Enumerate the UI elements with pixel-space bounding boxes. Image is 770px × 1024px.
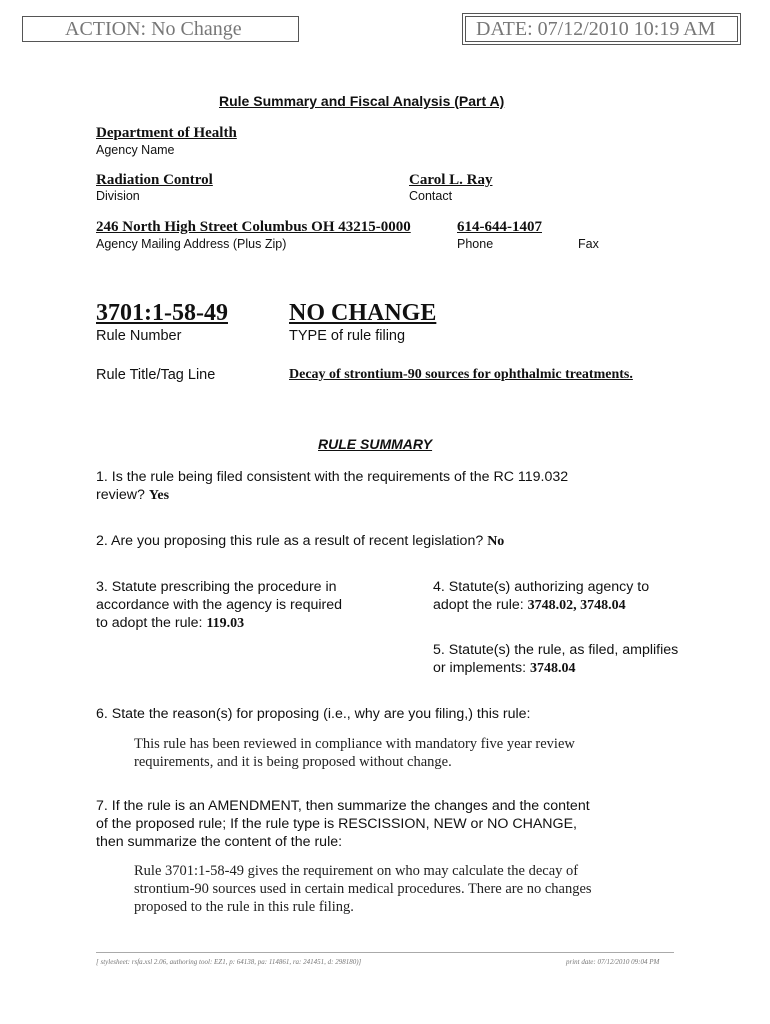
division-value: Radiation Control — [96, 172, 213, 188]
date-text: DATE: 07/12/2010 10:19 AM — [476, 18, 716, 40]
question-5 — [433, 641, 733, 678]
question-3-line1: 3. Statute prescribing the procedure in — [96, 579, 337, 595]
question-5-line2: or implements: — [433, 660, 527, 676]
filing-type-label: TYPE of rule filing — [289, 328, 406, 344]
phone-label: Phone — [457, 237, 494, 251]
rule-title-label: Rule Title/Tag Line — [96, 367, 216, 383]
phone-value: 614-644-1407 — [457, 219, 542, 235]
question-4-answer: 3748.02, 3748.04 — [527, 598, 626, 613]
question-6-answer-line2: requirements, and it is being proposed without change. — [134, 754, 452, 770]
address-label: Agency Mailing Address (Plus Zip) — [96, 237, 287, 251]
question-7-answer-line3: proposed to the rule in this rule filing. — [134, 899, 354, 915]
question-6: 6. State the reason(s) for proposing (i.e., why are you filing,) this rule: — [96, 706, 531, 722]
question-2 — [96, 532, 696, 551]
question-2-text: 2. Are you proposing this rule as a result of recent legislation? — [96, 533, 484, 549]
footer-stylesheet-info: [ stylesheet: rsfa.xsl 2.06, authoring tool: EZ1, p: 64138, pa: 114861, ra: 241451, d: 298180)] — [96, 958, 362, 966]
action-box — [22, 16, 299, 42]
agency-name-label: Agency Name — [96, 143, 175, 157]
question-7-answer — [134, 862, 714, 916]
question-7-line2: of the proposed rule; If the rule type is RESCISSION, NEW or NO CHANGE, — [96, 816, 577, 832]
question-1-line1: 1. Is the rule being filed consistent with the requirements of the RC 119.032 — [96, 469, 569, 485]
action-text: ACTION: No Change — [65, 18, 242, 40]
question-6-answer-line1: This rule has been reviewed in compliance with mandatory five year review — [134, 736, 575, 752]
contact-label: Contact — [409, 189, 453, 203]
question-7-answer-line1: Rule 3701:1-58-49 gives the requirement on who may calculate the decay of — [134, 863, 579, 879]
question-7-line3: then summarize the content of the rule: — [96, 834, 343, 850]
question-4 — [433, 578, 733, 615]
division-label: Division — [96, 189, 140, 203]
question-3 — [96, 578, 396, 633]
question-7 — [96, 797, 716, 851]
question-3-line3: to adopt the rule: — [96, 615, 203, 631]
question-2-answer: No — [487, 534, 505, 549]
filing-type-value: NO CHANGE — [289, 300, 437, 326]
page-title: Rule Summary and Fiscal Analysis (Part A) — [219, 93, 505, 109]
question-7-line1: 7. If the rule is an AMENDMENT, then summarize the changes and the content — [96, 798, 590, 814]
address-value: 246 North High Street Columbus OH 43215-0000 — [96, 219, 411, 235]
question-4-line2: adopt the rule: — [433, 597, 524, 613]
date-box — [465, 16, 738, 42]
question-1 — [96, 468, 696, 505]
question-5-answer: 3748.04 — [530, 661, 576, 676]
rule-summary-heading: RULE SUMMARY — [318, 436, 433, 452]
question-3-answer: 119.03 — [206, 616, 245, 631]
fax-label: Fax — [578, 237, 599, 251]
question-1-line2: review? — [96, 487, 145, 503]
footer-divider — [96, 952, 674, 953]
question-6-answer — [134, 735, 714, 771]
question-3-line2: accordance with the agency is required — [96, 597, 343, 613]
rule-title-value: Decay of strontium-90 sources for ophthalmic treatments. — [289, 367, 633, 382]
question-5-line1: 5. Statute(s) the rule, as filed, amplifies — [433, 642, 679, 658]
rule-number-value: 3701:1-58-49 — [96, 300, 228, 326]
rule-number-label: Rule Number — [96, 328, 182, 344]
footer-print-date: print date: 07/12/2010 09:04 PM — [566, 958, 660, 966]
agency-name-value: Department of Health — [96, 125, 237, 141]
contact-value: Carol L. Ray — [409, 172, 493, 188]
question-4-line1: 4. Statute(s) authorizing agency to — [433, 579, 650, 595]
question-7-answer-line2: strontium-90 sources used in certain medical procedures. There are no changes — [134, 881, 592, 897]
question-1-answer: Yes — [148, 488, 170, 503]
